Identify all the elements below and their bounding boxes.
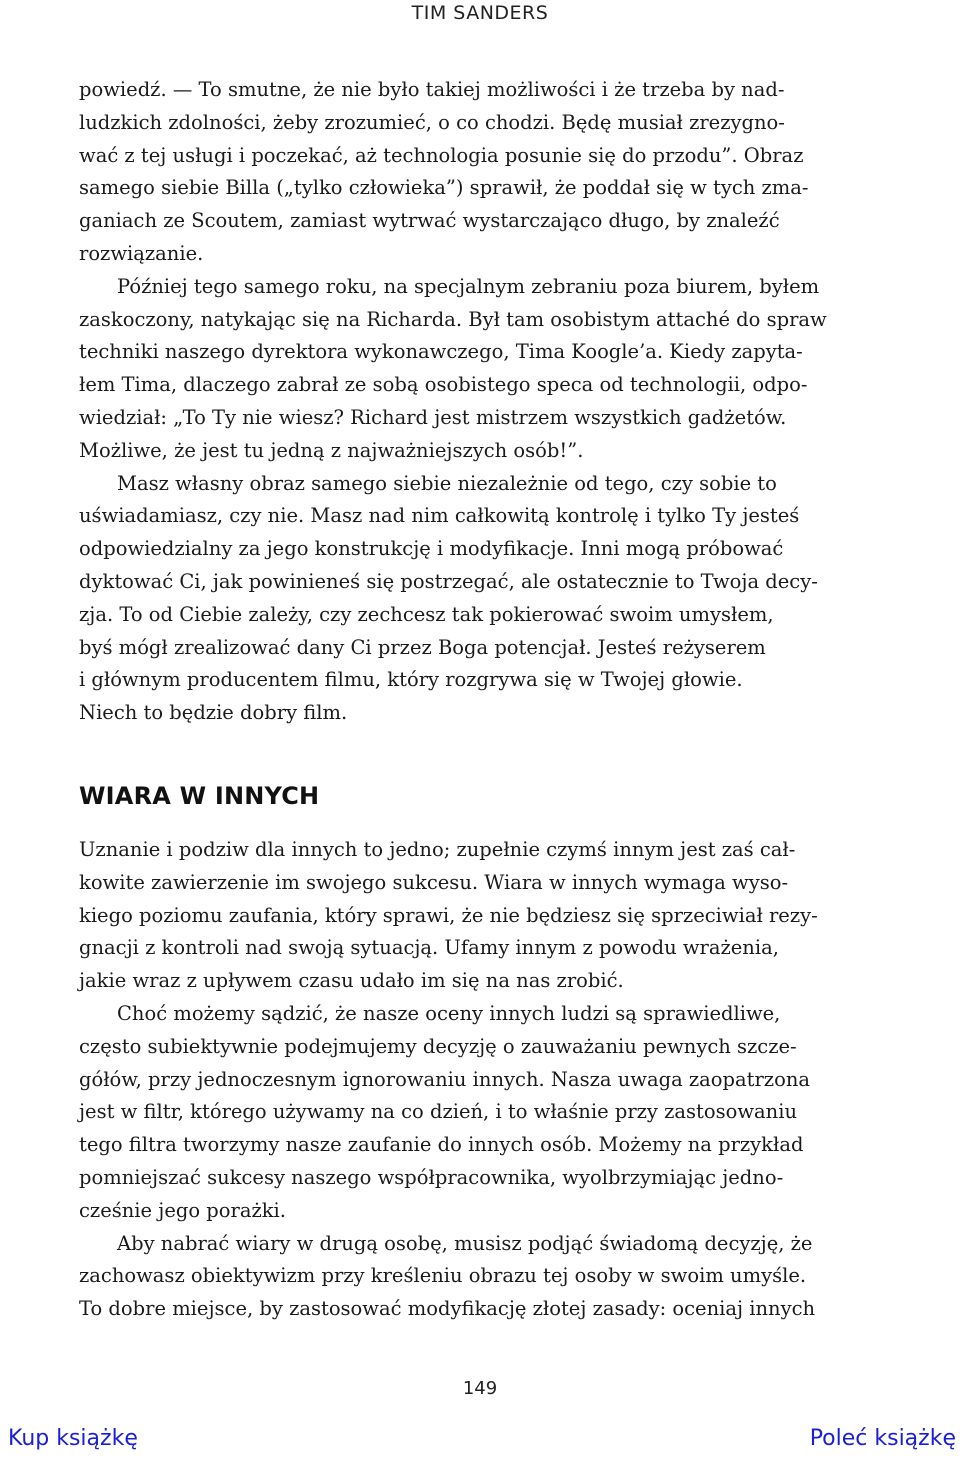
- text-line: kiego poziomu zaufania, który sprawi, że nie będziesz się sprzeciwiał rezy-: [79, 903, 818, 927]
- text-line: uświadamiasz, czy nie. Masz nad nim całkowitą kontrolę i tylko Ty jesteś: [79, 504, 800, 528]
- text-line: To dobre miejsce, by zastosować modyfikację złotej zasady: oceniaj innych: [79, 1297, 816, 1321]
- text-line: Masz własny obraz samego siebie niezależnie od tego, czy sobie to: [117, 471, 777, 495]
- section-heading: WIARA W INNYCH: [79, 782, 320, 810]
- text-line: zja. To od Ciebie zależy, czy zechcesz tak pokierować swoim umysłem,: [79, 602, 774, 626]
- text-line: ganiach ze Scoutem, zamiast wytrwać wystarczająco długo, by znaleźć: [79, 209, 780, 233]
- text-line: gnacji z kontroli nad swoją sytuacją. Ufamy innym z powodu wrażenia,: [79, 936, 779, 960]
- text-line: kowite zawierzenie im swojego sukcesu. Wiara w innych wymaga wyso-: [79, 870, 789, 894]
- body-text-upper: [79, 74, 899, 730]
- recommend-book-link[interactable]: Poleć książkę: [809, 1426, 956, 1451]
- running-head: TIM SANDERS: [411, 2, 549, 24]
- text-line: wiedział: „To Ty nie wiesz? Richard jest mistrzem wszystkich gadżetów.: [79, 405, 787, 429]
- text-line: cześnie jego porażki.: [79, 1198, 286, 1222]
- buy-book-link[interactable]: Kup książkę: [8, 1426, 138, 1451]
- page-number: 149: [462, 1378, 498, 1399]
- text-line: gółów, przy jednoczesnym ignorowaniu innych. Nasza uwaga zaopatrzona: [79, 1067, 811, 1091]
- text-line: ludzkich zdolności, żeby zrozumieć, o co chodzi. Będę musiał zrezygno-: [79, 110, 785, 134]
- text-line: Uznanie i podziw dla innych to jedno; zupełnie czymś innym jest zaś cał-: [79, 838, 796, 861]
- text-line: Niech to będzie dobry film.: [79, 701, 348, 725]
- text-line: pomniejszać sukcesy naszego współpracownika, wyolbrzymiając jedno-: [79, 1165, 784, 1189]
- text-line: byś mógł zrealizować dany Ci przez Boga potencjał. Jesteś reżyserem: [79, 635, 766, 659]
- text-line: Możliwe, że jest tu jedną z najważniejszych osób!”.: [79, 438, 584, 462]
- text-line: i głównym producentem filmu, który rozgrywa się w Twojej głowie.: [79, 668, 743, 692]
- text-line: często subiektywnie podejmujemy decyzję o zauważaniu pewnych szcze-: [79, 1034, 797, 1058]
- text-line: jest w filtr, którego używamy na co dzień, i to właśnie przy zastosowaniu: [79, 1100, 798, 1124]
- text-line: odpowiedzialny za jego konstrukcję i modyfikacje. Inni mogą próbować: [79, 537, 784, 561]
- text-line: techniki naszego dyrektora wykonawczego, Tima Koogle’a. Kiedy zapyta-: [79, 340, 803, 364]
- text-line: Później tego samego roku, na specjalnym zebraniu poza biurem, byłem: [117, 274, 820, 298]
- text-line: zaskoczony, natykając się na Richarda. Był tam osobistym attaché do spraw: [79, 307, 827, 331]
- text-line: zachowasz obiektywizm przy kreśleniu obrazu tej osoby w swoim umyśle.: [79, 1264, 807, 1288]
- text-line: łem Tima, dlaczego zabrał ze sobą osobistego speca od technologii, odpo-: [79, 373, 808, 397]
- text-line: Aby nabrać wiary w drugą osobę, musisz podjąć świadomą decyzję, że: [117, 1231, 813, 1255]
- text-line: powiedź. — To smutne, że nie było takiej możliwości i że trzeba by nad-: [79, 78, 785, 101]
- text-line: samego siebie Billa („tylko człowieka”) sprawił, że poddał się w tych zma-: [79, 176, 809, 200]
- text-line: rozwiązanie.: [79, 241, 204, 265]
- body-text-lower: [79, 834, 899, 1326]
- text-line: wać z tej usługi i poczekać, aż technologia posunie się do przodu”. Obraz: [79, 143, 804, 167]
- text-line: jakie wraz z upływem czasu udało im się na nas zrobić.: [79, 969, 624, 993]
- text-line: dyktować Ci, jak powinieneś się postrzegać, ale ostatecznie to Twoja decy-: [79, 569, 818, 593]
- text-line: Choć możemy sądzić, że nasze oceny innych ludzi są sprawiedliwe,: [117, 1001, 781, 1025]
- text-line: tego filtra tworzymy nasze zaufanie do innych osób. Możemy na przykład: [79, 1133, 804, 1157]
